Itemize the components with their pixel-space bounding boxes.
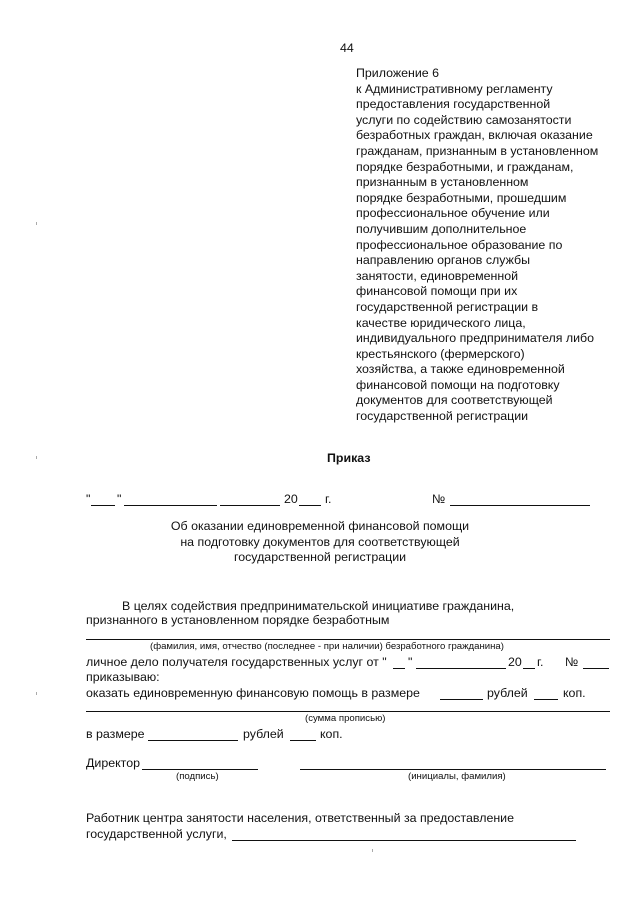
file-close-quote: " (408, 655, 413, 669)
appendix-line: государственной регистрации (356, 409, 529, 424)
caption-fio: (фамилия, имя, отчество (последнее - при наличии) безработного гражданина) (150, 641, 504, 652)
scan-mark (372, 849, 373, 852)
grant-kop-blank[interactable] (534, 699, 558, 700)
amount-rubles-blank[interactable] (148, 740, 238, 741)
director-signature-blank[interactable] (142, 769, 258, 770)
appendix-line: гражданам, признанным в установленном (356, 143, 599, 158)
number-sign: № (432, 492, 446, 506)
file-number-sign: № (565, 655, 579, 669)
file-number-blank[interactable] (583, 668, 609, 669)
year-prefix: 20 (284, 492, 298, 506)
grant-rubles-word: рублей (487, 686, 528, 700)
amount-rubles-word: рублей (243, 727, 284, 741)
order-word: приказываю: (86, 670, 160, 684)
appendix-line: хозяйства, а также единовременной (356, 362, 565, 377)
employee-line-2: государственной услуги, (86, 827, 227, 841)
appendix-line: порядке безработными, прошедшим (356, 190, 567, 205)
date-close-quote: " (117, 492, 122, 506)
employee-blank[interactable] (232, 840, 576, 841)
appendix-line: услуги по содействию самозанятости (356, 112, 572, 127)
scan-mark (36, 692, 37, 695)
appendix-line: крестьянского (фермерского) (356, 346, 525, 361)
subject-line: на подготовку документов для соответствующей (180, 534, 460, 549)
order-subject (150, 519, 490, 566)
file-year-prefix: 20 (508, 655, 522, 669)
year-suffix: г. (325, 492, 332, 506)
intro-line-1: В целях содействия предпринимательской инициативе гражданина, (122, 599, 515, 613)
appendix-line: к Административному регламенту (356, 81, 553, 96)
subject-line: Об оказании единовременной финансовой помощи (170, 519, 470, 533)
file-day-blank[interactable] (393, 668, 405, 669)
fio-blank[interactable] (86, 639, 610, 640)
employee-line-1: Работник центра занятости населения, ответственный за предоставление (86, 811, 514, 825)
director-label: Директор (86, 756, 140, 770)
year-blank[interactable] (299, 505, 321, 506)
grant-line: оказать единовременную финансовую помощь в размере (86, 686, 420, 700)
amount-kop-word: коп. (320, 727, 343, 741)
caption-amount: (сумма прописью) (305, 713, 386, 724)
appendix-line: безработных граждан, включая оказание (356, 128, 593, 143)
order-number-blank[interactable] (450, 505, 590, 506)
month-blank[interactable] (124, 505, 217, 506)
grant-kop-word: коп. (563, 686, 586, 700)
amount-prefix: в размере (86, 727, 145, 741)
caption-name: (инициалы, фамилия) (408, 771, 506, 782)
appendix-line: государственной регистрации в (356, 299, 539, 314)
date-open-quote: " (86, 492, 91, 506)
appendix-line: признанным в установленном (356, 175, 529, 190)
intro-line-2: признанного в установленном порядке безработным (86, 613, 390, 627)
appendix-line: финансовой помощи на подготовку (356, 377, 560, 392)
file-year-suffix: г. (537, 655, 544, 669)
appendix-line: профессиональное образование по (356, 237, 563, 252)
amount-kop-blank[interactable] (290, 740, 316, 741)
month-blank-2[interactable] (220, 505, 280, 506)
appendix-line: документов для соответствующей (356, 393, 553, 408)
page-number: 44 (340, 41, 354, 55)
subject-line: государственной регистрации (233, 550, 407, 565)
appendix-line: Приложение 6 (356, 66, 440, 80)
director-name-blank[interactable] (300, 769, 606, 770)
file-month-blank[interactable] (416, 668, 506, 669)
file-year-blank[interactable] (523, 668, 535, 669)
appendix-line: финансовой помощи при их (356, 284, 518, 299)
caption-signature: (подпись) (176, 771, 219, 782)
appendix-line: предоставления государственной (356, 97, 551, 112)
personal-file-prefix: личное дело получателя государственных услуг от " (86, 655, 387, 669)
appendix-line: направлению органов службы (356, 253, 531, 268)
appendix-line: профессиональное обучение или (356, 206, 550, 221)
appendix-line: занятости, единовременной (356, 268, 519, 283)
appendix-line: индивидуального предпринимателя либо (356, 331, 595, 346)
appendix-line: качестве юридического лица, (356, 315, 526, 330)
scan-mark (36, 222, 37, 225)
grant-rubles-blank[interactable] (440, 699, 483, 700)
appendix-line: получившим дополнительное (356, 221, 527, 236)
day-blank[interactable] (91, 505, 115, 506)
appendix-header (356, 66, 599, 425)
amount-words-blank[interactable] (86, 711, 610, 712)
appendix-line: порядке безработными, и гражданам, (356, 159, 574, 174)
order-title: Приказ (327, 451, 371, 465)
scan-mark (36, 456, 37, 459)
